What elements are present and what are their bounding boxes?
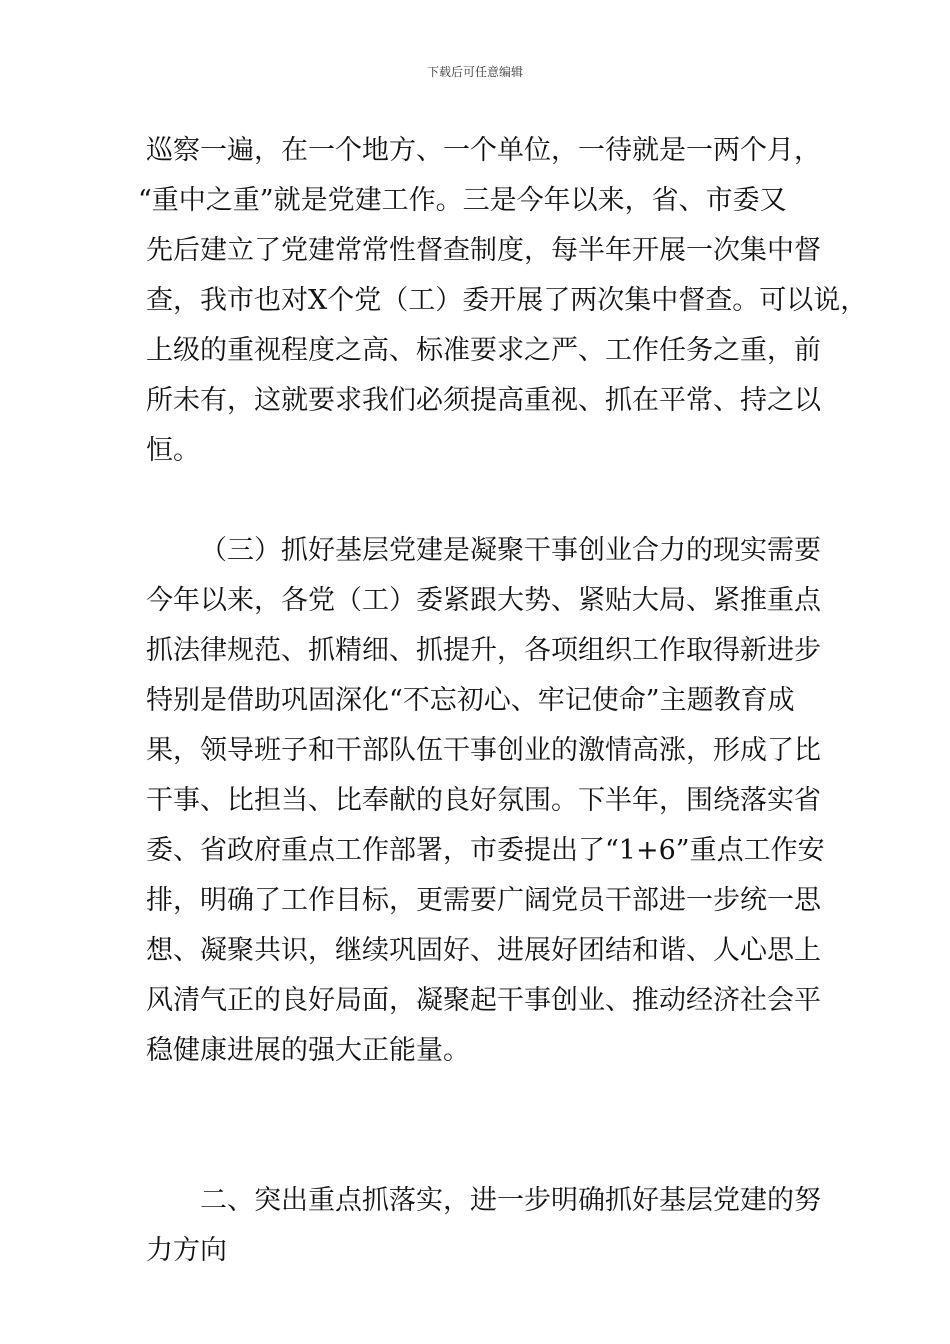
text-line: 上级的重视程度之高、标准要求之严、工作任务之重，前	[146, 335, 821, 366]
text-line: 所未有，这就要求我们必须提高重视、抓在平常、持之以	[146, 385, 821, 416]
text-line: 干事、比担当、比奉献的良好氛围。下半年，围绕落实省	[146, 785, 821, 816]
text-line	[146, 1076, 826, 1126]
paragraph-2	[146, 526, 826, 1126]
text-line: 今年以来，各党（工）委紧跟大势、紧贴大局、紧推重点	[146, 585, 821, 616]
paragraph-gap	[146, 1126, 826, 1176]
text-line: 委、省政府重点工作部署，市委提出了“1+6”重点工作安	[146, 835, 825, 866]
text-line: “重中之重”就是党建工作。三是今年以来，省、市委又	[138, 185, 787, 216]
text-line: 恒。	[146, 435, 200, 466]
text-line: 想、凝聚共识，继续巩固好、进展好团结和谐、人心思上	[146, 935, 821, 966]
text-line: 力方向	[146, 1235, 227, 1266]
text-line: 特别是借助巩固深化“不忘初心、牢记使命”主题教育成	[146, 685, 795, 716]
section-heading: （三）抓好基层党建是凝聚干事创业合力的现实需要	[200, 535, 821, 566]
text-line: 果，领导班子和干部队伍干事创业的激情高涨，形成了比	[146, 735, 821, 766]
text-line: 先后建立了党建常常性督查制度，每半年开展一次集中督	[146, 235, 821, 266]
text-line: 查，我市也对X个党（工）委开展了两次集中督查。可以说，	[146, 285, 868, 316]
document-body	[138, 126, 868, 1276]
text-line: 风清气正的良好局面，凝聚起干事创业、推动经济社会平	[146, 985, 821, 1016]
paragraph-gap	[146, 476, 826, 526]
section-heading: 二、突出重点抓落实，进一步明确抓好基层党建的努	[200, 1185, 821, 1216]
paragraph-1	[138, 126, 868, 476]
text-line: 巡察一遍，在一个地方、一个单位，一待就是一两个月，	[146, 135, 821, 166]
paragraph-3	[146, 1176, 826, 1276]
page-header: 下载后可任意编辑	[426, 65, 523, 79]
text-line: 抓法律规范、抓精细、抓提升，各项组织工作取得新进步	[146, 635, 821, 666]
text-line: 排，明确了工作目标，更需要广阔党员干部进一步统一思	[146, 885, 821, 916]
text-line: 稳健康进展的强大正能量。	[146, 1035, 470, 1066]
